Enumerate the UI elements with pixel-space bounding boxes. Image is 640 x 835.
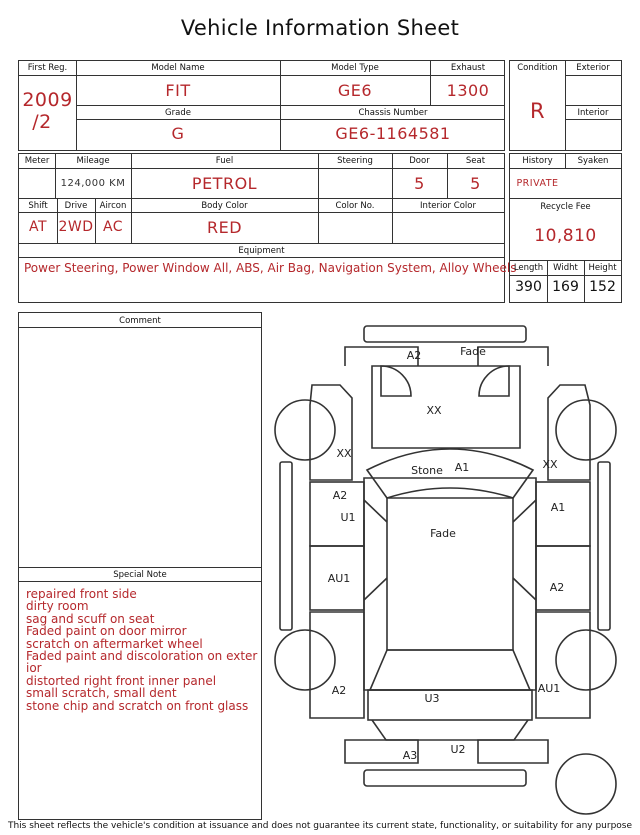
specs-block [18,153,517,303]
meter-label: Meter [24,156,50,166]
mileage-label: Mileage [76,156,110,166]
mark-trunk: U3 [424,692,440,705]
mark-right-rear-quarter: AU1 [537,682,561,695]
special-note-item: stone chip and scratch on front glass [26,698,249,713]
seat-value: 5 [470,174,481,193]
model-type-value: GE6 [337,81,373,100]
history-value: PRIVATE [516,178,559,189]
height-label: Height [588,263,617,273]
drive-value: 2WD [58,219,94,235]
mark-right-front-door: A1 [550,501,566,514]
equipment-value: Power Steering, Power Window All, ABS, Air Bag, Navigation System, Alloy Wheels [24,261,517,275]
interior-color-label: Interior Color [420,201,476,211]
mark-front-bumper-note: Fade [460,345,486,358]
mark-right-rear-door: A2 [549,581,565,594]
body-color-value: RED [206,218,243,237]
mark-windshield: A1 [454,461,470,474]
steering-label: Steering [337,156,373,166]
mark-left-front-door-2: U1 [340,511,356,524]
mark-left-rear-door: AU1 [327,572,351,585]
right-front-door [536,482,590,546]
color-no-label: Color No. [335,201,375,211]
exterior-label: Exterior [576,63,610,73]
length-label: Length [513,263,544,273]
condition-label: Condition [517,63,558,73]
special-note-label: Special Note [113,570,167,580]
seat-label: Seat [465,156,486,166]
shift-label: Shift [28,201,48,211]
width-value: 169 [552,279,579,295]
mark-windshield-note: Stone [411,464,443,477]
special-note-item: distorted right front inner panel [26,673,217,688]
drive-label: Drive [64,201,88,211]
mark-left-front-door: A2 [332,489,348,502]
exhaust-value: 1300 [446,81,490,100]
special-notes-list [26,588,260,712]
exhaust-label: Exhaust [450,63,486,73]
aircon-value: AC [102,219,124,235]
special-note-item: ior [26,661,42,676]
left-front-fender [310,385,352,480]
disclaimer-footer: This sheet reflects the vehicle's condition at issuance and does not guarantee its current state, functionality, or suitability for any purpose [7,821,633,831]
first-reg-month: /2 [32,111,52,133]
condition-value: R [529,99,546,123]
length-value: 390 [515,279,542,295]
special-note-item: repaired front side [26,587,137,601]
recycle-fee-label: Recycle Fee [540,202,591,212]
left-rear-quarter [310,612,364,718]
width-label: Widht [553,263,578,273]
condition-block [509,60,622,151]
registration-block [18,60,505,151]
special-note-item: scratch on aftermarket wheel [26,636,203,651]
door-value: 5 [414,174,425,193]
recycle-fee-value: 10,810 [534,226,597,246]
interior-label: Interior [577,108,609,118]
comment-label: Comment [119,316,161,326]
grade-value: G [171,124,185,143]
trunk [368,690,532,720]
special-note-item: sag and scuff on seat [26,611,155,626]
roof [387,498,513,650]
grade-label: Grade [165,108,191,118]
rear-bumper-corners [345,740,548,763]
mark-front-bumper: A2 [406,349,422,362]
mark-right-front-fender: XX [542,458,558,471]
mark-left-rear-quarter: A2 [331,684,347,697]
fuel-label: Fuel [215,156,234,166]
special-note-item: dirty room [26,599,89,614]
equipment-label: Equipment [238,246,285,256]
mark-rear-bumper: A3 [402,749,418,762]
page-title: Vehicle Information Sheet [180,16,460,40]
mileage-value: 124,000 KM [60,178,126,189]
model-name-value: FIT [165,81,191,100]
right-front-wheel [556,400,616,460]
history-label: History [522,156,553,166]
aircon-label: Aircon [99,201,127,211]
car-damage-diagram [268,318,628,818]
left-front-wheel [275,400,335,460]
first-reg-year: 2009 [22,89,73,111]
front-bumper-top [364,326,526,342]
special-note-item: small scratch, small dent [26,686,177,701]
history-block [509,153,622,303]
hood [372,366,520,448]
first-reg-label: First Reg. [27,63,68,73]
rear-bumper-bottom [364,770,526,786]
syaken-label: Syaken [577,156,609,166]
mark-hood: XX [426,404,442,417]
left-rear-wheel [275,630,335,690]
chassis-label: Chassis Number [358,108,428,118]
special-note-item: Faded paint on door mirror [26,624,187,639]
comment-box [18,312,262,820]
rear-window [370,650,530,690]
chassis-value: GE6-1164581 [335,124,451,143]
shift-value: AT [28,219,48,235]
mark-roof-note: Fade [430,527,456,540]
right-rear-door [536,546,590,610]
height-value: 152 [589,279,616,295]
spare-wheel [556,754,616,814]
mark-left-front-fender: XX [336,447,352,460]
model-name-label: Model Name [151,63,205,73]
front-bumper-corners [345,347,548,366]
special-note-item: Faded paint and discoloration on exter [26,649,258,664]
windshield [367,449,533,498]
mark-rear-bumper-2: U2 [450,743,466,756]
door-label: Door [409,156,430,166]
fuel-value: PETROL [191,174,258,193]
body-color-label: Body Color [201,201,248,211]
model-type-label: Model Type [331,63,379,73]
right-rear-quarter [536,612,590,718]
right-rear-wheel [556,630,616,690]
